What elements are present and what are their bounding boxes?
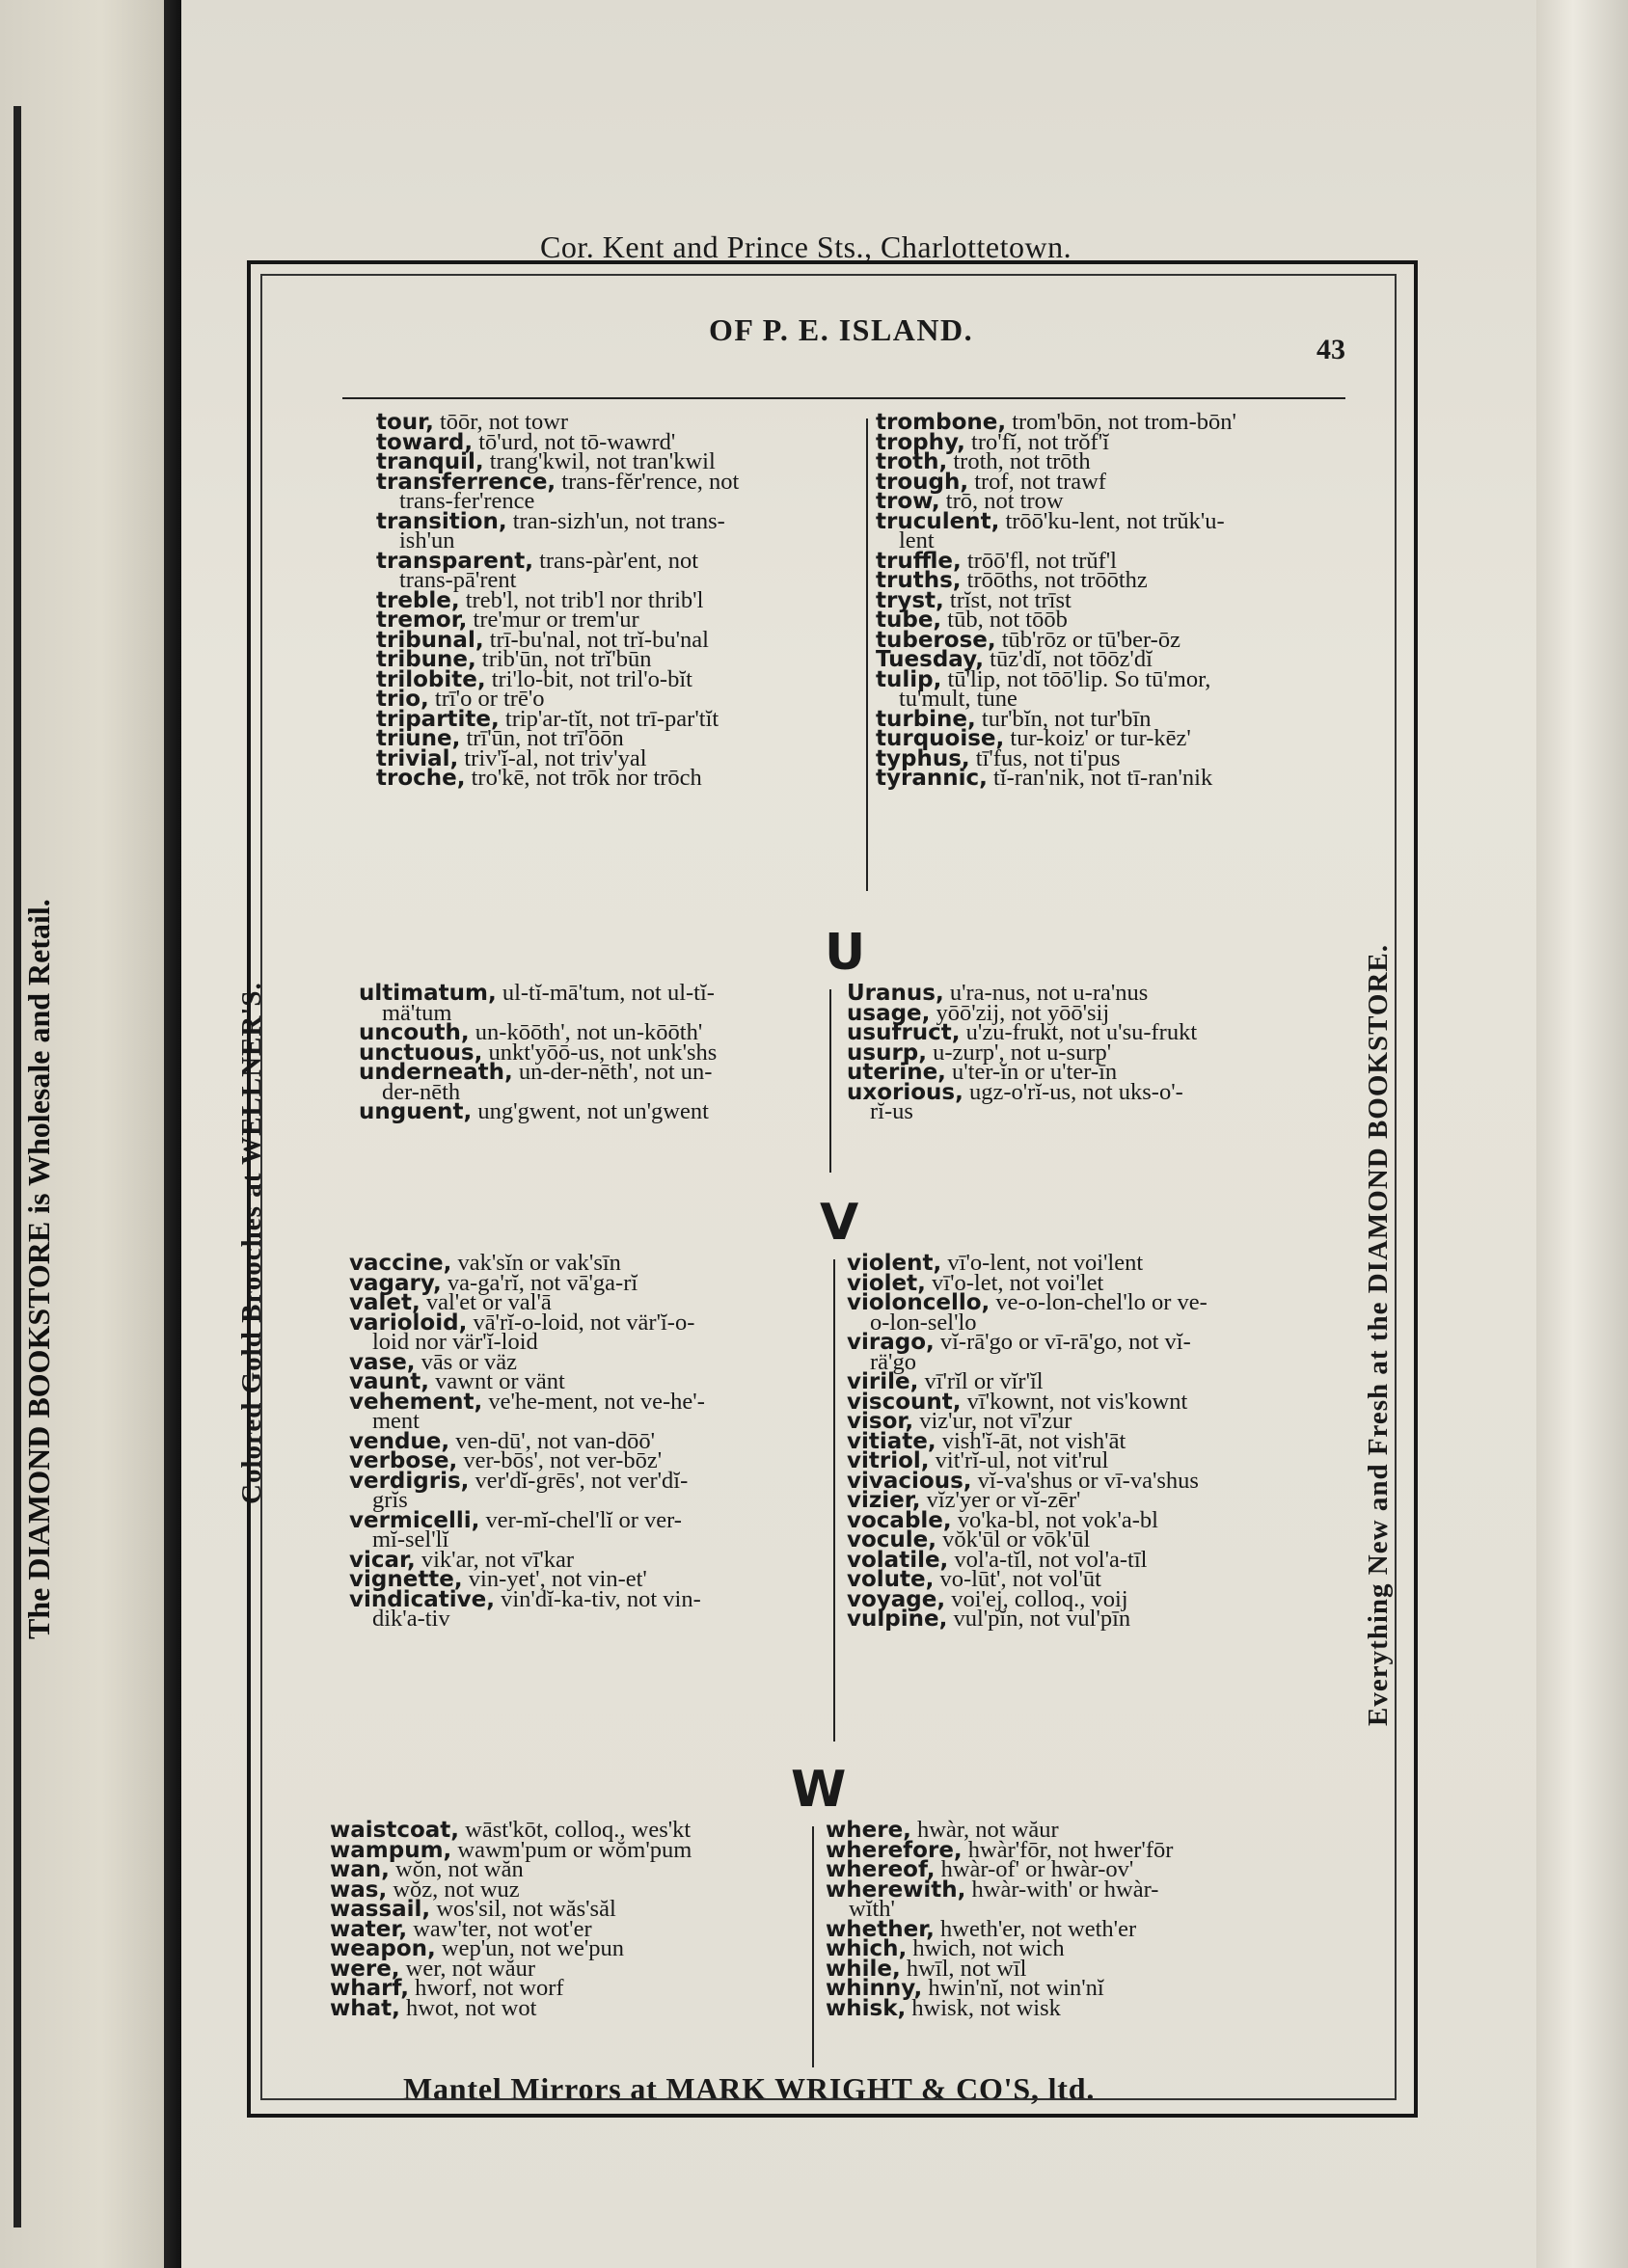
entry-pronunciation: u'zu-frukt, not u'su-frukt — [960, 1019, 1198, 1045]
dictionary-entry — [330, 1994, 692, 2021]
entry-headword: while, — [826, 1956, 901, 1982]
column-divider — [866, 418, 868, 891]
entry-pronunciation: vĭ-rā'go or vī-rā'go, not vĭ- — [934, 1329, 1191, 1355]
entry-pronunciation: hwisk, not wisk — [906, 1994, 1061, 2021]
entry-headword: voyage, — [847, 1586, 946, 1612]
entry-headword: tuberose, — [876, 627, 996, 653]
entry-headword: transferrence, — [376, 469, 556, 495]
entry-headword: tribune, — [376, 647, 476, 672]
entry-headword: trough, — [876, 469, 969, 495]
dictionary-entry — [876, 765, 1236, 791]
left-page-edge — [0, 0, 169, 2268]
dictionary-entry — [847, 1606, 1207, 1632]
entry-pronunciation: wŏn, not wăn — [389, 1856, 524, 1882]
entry-pronunciation: troth, not trōth — [947, 448, 1091, 474]
entry-pronunciation: hwot, not wot — [399, 1994, 537, 2021]
entry-headword: vehement, — [349, 1389, 483, 1415]
entry-headword: transparent, — [376, 548, 533, 574]
entry-pronunciation: wep'un, not we'pun — [435, 1935, 625, 1961]
entry-pronunciation: va-ga'rĭ, not vā'ga-rĭ — [441, 1269, 638, 1296]
entry-headword: violent, — [847, 1251, 942, 1276]
entry-pronunciation: tī'fus, not ti'pus — [969, 744, 1121, 771]
entry-headword: which, — [826, 1936, 908, 1961]
entry-pronunciation: ve-o-lon-chel'lo or ve- — [990, 1289, 1207, 1315]
entry-pronunciation: tur'bĭn, not tur'bīn — [975, 705, 1152, 732]
entry-headword: violet, — [847, 1270, 926, 1296]
section-t-right-column — [876, 409, 1236, 791]
entry-pronunciation: yōō'zij, not yōō'sij — [930, 999, 1110, 1026]
entry-continuation: tu'mult, tune — [899, 686, 1018, 712]
entry-headword: vulpine, — [847, 1606, 948, 1632]
entry-headword: volatile, — [847, 1547, 949, 1573]
entry-pronunciation: hwich, not wich — [907, 1935, 1065, 1961]
entry-headword: whereof, — [826, 1857, 936, 1882]
entry-headword: violoncello, — [847, 1290, 990, 1315]
entry-headword: where, — [826, 1818, 911, 1843]
entry-pronunciation: voi'ej, colloq., voij — [945, 1585, 1128, 1612]
entry-pronunciation: tur-koiz' or tur-kēz' — [1004, 725, 1191, 751]
entry-headword: usage, — [847, 1000, 931, 1026]
entry-pronunciation: wāst'kōt, colloq., wes'kt — [459, 1817, 692, 1843]
entry-headword: valet, — [349, 1290, 421, 1315]
entry-pronunciation: tre'mur or trem'ur — [467, 607, 639, 633]
section-v-left-column — [349, 1250, 705, 1632]
entry-headword: wharf, — [330, 1976, 409, 2001]
entry-pronunciation: hwàr-with' or hwàr- — [965, 1876, 1159, 1903]
entry-headword: wampum, — [330, 1837, 452, 1863]
entry-pronunciation: vawnt or vänt — [429, 1368, 565, 1394]
entry-pronunciation: viz'ur, not vī'zur — [913, 1408, 1072, 1434]
entry-pronunciation: ver'dĭ-grēs', not ver'dĭ- — [469, 1467, 689, 1494]
entry-headword: treble, — [376, 587, 460, 613]
entry-pronunciation: triv'ĭ-al, not triv'yal — [458, 744, 647, 771]
entry-pronunciation: trang'kwil, not tran'kwil — [483, 448, 716, 474]
header-rule — [342, 397, 1345, 399]
column-divider — [829, 989, 831, 1173]
entry-pronunciation: treb'l, not trib'l nor thrib'l — [459, 586, 704, 613]
dictionary-entry — [847, 1289, 1207, 1336]
entry-continuation: mĭ-sel'lĭ — [372, 1526, 449, 1552]
bottom-advert: Mantel Mirrors at MARK WRIGHT & CO'S, ltd. — [403, 2071, 1096, 2106]
running-header: OF P. E. ISLAND. — [709, 312, 974, 347]
entry-continuation: ish'un — [399, 527, 455, 554]
dictionary-entry — [359, 1059, 717, 1105]
entry-pronunciation: vī'o-let, not voi'let — [925, 1269, 1104, 1296]
entry-pronunciation: tūz'dĭ, not tōōz'dĭ — [984, 646, 1153, 672]
entry-pronunciation: wŏz, not wuz — [387, 1876, 520, 1903]
entry-pronunciation: hwin'nĭ, not win'nĭ — [922, 1975, 1104, 2001]
left-page-caption: The DIAMOND BOOKSTORE is Wholesale and Retail. — [21, 899, 56, 1639]
dictionary-entry — [376, 468, 740, 514]
entry-headword: triune, — [376, 726, 461, 751]
entry-headword: wan, — [330, 1857, 390, 1882]
entry-headword: what, — [330, 1995, 400, 2021]
entry-headword: trow, — [876, 489, 940, 514]
dictionary-entry — [349, 1506, 705, 1552]
entry-pronunciation: tū'lip, not tōō'lip. So tū'mor, — [941, 665, 1211, 692]
entry-continuation: trans-fer'rence — [399, 488, 535, 514]
entry-pronunciation: val'et or val'ā — [420, 1289, 552, 1315]
entry-headword: tour, — [376, 410, 434, 435]
entry-headword: vitriol, — [847, 1448, 930, 1473]
entry-pronunciation: ul-tĭ-mā'tum, not ul-tĭ- — [496, 980, 715, 1006]
entry-pronunciation: vol'a-tĭl, not vol'a-tīl — [948, 1546, 1148, 1573]
entry-pronunciation: vo-lūt', not vol'ūt — [934, 1566, 1101, 1592]
dictionary-entry — [359, 1098, 717, 1124]
entry-pronunciation: u'ter-ĭn or u'ter-īn — [945, 1059, 1118, 1085]
entry-pronunciation: tran-sizh'un, not trans- — [506, 507, 725, 534]
entry-headword: vagary, — [349, 1270, 442, 1296]
entry-pronunciation: vŏk'ūl or vōk'ūl — [936, 1526, 1091, 1552]
entry-pronunciation: ver-bōs', not ver-bōz' — [457, 1447, 663, 1473]
entry-pronunciation: vī'kownt, not vis'kownt — [961, 1388, 1188, 1415]
entry-headword: vaccine, — [349, 1251, 452, 1276]
entry-pronunciation: u-zurp', not u-surp' — [926, 1039, 1112, 1066]
left-page-rule — [14, 106, 21, 2228]
entry-pronunciation: trōōths, not trōōthz — [961, 567, 1148, 593]
entry-pronunciation: u'ra-nus, not u-ra'nus — [943, 980, 1149, 1006]
entry-pronunciation: tro'kē, not trōk nor trōch — [465, 765, 702, 791]
entry-continuation: loid nor vär'ĭ-loid — [372, 1329, 538, 1355]
entry-headword: vaunt, — [349, 1369, 429, 1394]
entry-pronunciation: trans-pàr'ent, not — [532, 547, 699, 574]
entry-headword: wherefore, — [826, 1837, 963, 1863]
entry-pronunciation: trib'ūn, not trĭ'būn — [475, 646, 652, 672]
entry-continuation: dik'a-tiv — [372, 1606, 450, 1632]
entry-continuation: lent — [899, 527, 935, 554]
entry-headword: weapon, — [330, 1936, 436, 1961]
entry-headword: wassail, — [330, 1897, 431, 1922]
entry-pronunciation: hworf, not worf — [408, 1975, 564, 2001]
dictionary-entry — [376, 765, 739, 791]
entry-headword: vocule, — [847, 1527, 937, 1552]
entry-headword: verdigris, — [349, 1468, 470, 1494]
entry-headword: vocable, — [847, 1507, 952, 1533]
entry-pronunciation: trōō'ku-lent, not trŭk'u- — [999, 507, 1225, 534]
entry-pronunciation: tro'fĭ, not trŏf'ĭ — [964, 428, 1109, 455]
entry-continuation: grĭs — [372, 1487, 408, 1513]
entry-continuation: rä'go — [870, 1348, 916, 1375]
section-v-right-column — [847, 1250, 1207, 1632]
section-letter-v: V — [820, 1194, 859, 1252]
entry-pronunciation: trip'ar-tĭt, not trī-par'tĭt — [499, 705, 719, 732]
entry-continuation: rĭ-us — [870, 1098, 913, 1124]
entry-headword: vindicative, — [349, 1586, 495, 1612]
entry-headword: troth, — [876, 449, 948, 474]
entry-pronunciation: tōōr, not towr — [433, 409, 569, 435]
entry-pronunciation: vĭ-va'shus or vī-va'shus — [971, 1467, 1199, 1494]
entry-headword: vitiate, — [847, 1428, 936, 1454]
entry-headword: whether, — [826, 1916, 935, 1942]
entry-headword: tyrannic, — [876, 766, 988, 791]
entry-pronunciation: trī'o or trē'o — [428, 686, 545, 712]
entry-pronunciation: ver-mĭ-chel'lĭ or ver- — [479, 1506, 682, 1533]
entry-headword: truffle, — [876, 548, 962, 574]
entry-pronunciation: tūb'rōz or tū'ber-ōz — [995, 626, 1180, 653]
entry-pronunciation: vo'ka-bl, not vok'a-bl — [951, 1506, 1158, 1533]
entry-pronunciation: hwàr'fōr, not hwer'fōr — [962, 1836, 1174, 1863]
entry-headword: verbose, — [349, 1448, 458, 1473]
dictionary-entry — [349, 1585, 705, 1632]
dictionary-entry — [349, 1388, 705, 1434]
entry-pronunciation: hweth'er, not weth'er — [934, 1915, 1137, 1942]
entry-headword: usufruct, — [847, 1020, 961, 1045]
entry-headword: vase, — [349, 1349, 416, 1375]
entry-pronunciation: vĭz'yer or vĭ-zēr' — [920, 1487, 1081, 1513]
entry-headword: troche, — [376, 766, 466, 791]
entry-continuation: mä'tum — [382, 999, 452, 1026]
entry-headword: tribunal, — [376, 627, 484, 653]
entry-pronunciation: ung'gwent, not un'gwent — [472, 1098, 709, 1124]
entry-pronunciation: waw'ter, not wot'er — [407, 1915, 592, 1942]
dictionary-entry — [349, 1467, 705, 1513]
book-gutter — [164, 0, 181, 2268]
dictionary-entry — [847, 1329, 1207, 1375]
section-u-left-column — [359, 980, 718, 1124]
dictionary-entry — [847, 1078, 1197, 1124]
entry-pronunciation: ven-dū', not van-dōō' — [449, 1427, 656, 1454]
entry-headword: toward, — [376, 429, 474, 455]
entry-pronunciation: vin'dĭ-ka-tiv, not vin- — [494, 1585, 701, 1612]
entry-pronunciation: vik'ar, not vī'kar — [415, 1546, 575, 1573]
entry-headword: was, — [330, 1876, 388, 1903]
entry-headword: trombone, — [876, 410, 1007, 435]
entry-pronunciation: trō, not trow — [939, 488, 1064, 514]
entry-headword: underneath, — [359, 1060, 513, 1085]
page-number: 43 — [1316, 334, 1345, 365]
entry-headword: whisk, — [826, 1995, 907, 2021]
entry-headword: whinny, — [826, 1976, 923, 2001]
entry-pronunciation: trī'ūn, not trī'ōōn — [460, 725, 624, 751]
entry-pronunciation: vin-yet', not vin-et' — [462, 1566, 647, 1592]
entry-headword: tryst, — [876, 587, 944, 613]
entry-headword: vizier, — [847, 1488, 921, 1513]
entry-headword: usurp, — [847, 1040, 927, 1066]
entry-headword: waistcoat, — [330, 1818, 460, 1843]
entry-headword: tremor, — [376, 608, 468, 633]
column-divider — [833, 1259, 835, 1742]
column-divider — [812, 1826, 814, 2067]
section-w-right-column — [826, 1817, 1174, 2021]
entry-headword: virile, — [847, 1369, 919, 1394]
entry-headword: turbine, — [876, 706, 976, 732]
entry-pronunciation: tri'lo-bit, not tril'o-bĭt — [485, 665, 692, 692]
entry-headword: vivacious, — [847, 1468, 972, 1494]
dictionary-entry — [876, 507, 1236, 554]
entry-headword: turquoise, — [876, 726, 1005, 751]
entry-continuation: der-nēth — [382, 1078, 461, 1105]
entry-pronunciation: tĭ-ran'nik, not tī-ran'nik — [987, 765, 1213, 791]
entry-continuation: o-lon-sel'lo — [870, 1309, 977, 1336]
dictionary-entry — [376, 507, 739, 554]
entry-headword: virago, — [847, 1330, 935, 1355]
entry-headword: vermicelli, — [349, 1507, 480, 1533]
entry-pronunciation: vish'ĭ-āt, not vish'āt — [936, 1427, 1126, 1454]
entry-pronunciation: trans-fĕr'rence, not — [556, 468, 740, 495]
entry-pronunciation: vās or väz — [415, 1348, 517, 1375]
entry-continuation: ment — [372, 1408, 420, 1434]
entry-headword: unctuous, — [359, 1040, 483, 1066]
entry-headword: Uranus, — [847, 981, 944, 1006]
entry-pronunciation: trof, not trawf — [968, 468, 1106, 495]
entry-continuation: wĭth' — [849, 1896, 895, 1922]
section-t-left-column — [376, 409, 740, 791]
dictionary-entry — [826, 1994, 1173, 2021]
entry-pronunciation: trōō'fl, not trŭf'l — [961, 547, 1117, 574]
entry-headword: tripartite, — [376, 706, 500, 732]
dictionary-entry — [359, 980, 717, 1026]
entry-pronunciation: unkt'yōō-us, not unk'shs — [482, 1039, 718, 1066]
entry-headword: were, — [330, 1956, 400, 1982]
entry-headword: trophy, — [876, 429, 965, 455]
dictionary-entry — [826, 1876, 1173, 1922]
entry-headword: water, — [330, 1916, 408, 1942]
entry-pronunciation: vā'rĭ-o-loid, not vär'ĭ-o- — [467, 1309, 695, 1336]
entry-pronunciation: tō'urd, not tō-wawrd' — [473, 428, 676, 455]
entry-continuation: trans-pā'rent — [399, 567, 517, 593]
entry-pronunciation: hwīl, not wīl — [900, 1955, 1027, 1982]
entry-pronunciation: vī'o-lent, not voi'lent — [941, 1250, 1144, 1276]
entry-headword: uxorious, — [847, 1079, 963, 1105]
entry-headword: ultimatum, — [359, 981, 497, 1006]
dictionary-entry — [876, 665, 1236, 712]
section-u-right-column — [847, 980, 1198, 1124]
entry-pronunciation: wer, not wăur — [399, 1955, 536, 1982]
entry-pronunciation: ugz-o'rĭ-us, not uks-o'- — [963, 1078, 1183, 1105]
entry-headword: transition, — [376, 508, 507, 534]
dictionary-entry — [376, 547, 739, 593]
entry-pronunciation: vul'pĭn, not vul'pīn — [947, 1606, 1131, 1632]
entry-headword: unguent, — [359, 1099, 473, 1124]
entry-pronunciation: trĭst, not trīst — [943, 586, 1072, 613]
entry-headword: volute, — [847, 1567, 935, 1592]
entry-pronunciation: un-der-nēth', not un- — [512, 1059, 713, 1085]
entry-pronunciation: tūb, not tōōb — [941, 607, 1068, 633]
entry-headword: vendue, — [349, 1428, 450, 1454]
top-advert: Cor. Kent and Prince Sts., Charlottetown. — [540, 230, 1072, 264]
entry-pronunciation: hwàr, not wăur — [910, 1817, 1059, 1843]
entry-headword: viscount, — [847, 1389, 962, 1415]
entry-pronunciation: vak'sĭn or vak'sīn — [451, 1250, 621, 1276]
entry-headword: Tuesday, — [876, 647, 985, 672]
entry-headword: trivial, — [376, 745, 459, 771]
entry-headword: trilobite, — [376, 666, 486, 692]
entry-headword: typhus, — [876, 745, 970, 771]
entry-pronunciation: vit'rĭ-ul, not vit'rul — [929, 1447, 1109, 1473]
dictionary-entry — [349, 1309, 705, 1355]
entry-headword: tulip, — [876, 666, 942, 692]
entry-pronunciation: trī-bu'nal, not trĭ-bu'nal — [483, 626, 709, 653]
entry-headword: tube, — [876, 608, 942, 633]
entry-headword: vignette, — [349, 1567, 463, 1592]
entry-headword: trio, — [376, 687, 429, 712]
entry-headword: uterine, — [847, 1060, 946, 1085]
entry-headword: truculent, — [876, 508, 1000, 534]
section-letter-w: W — [791, 1761, 847, 1819]
entry-headword: truths, — [876, 568, 962, 593]
entry-headword: varioloid, — [349, 1310, 468, 1336]
section-w-left-column — [330, 1817, 692, 2021]
entry-headword: uncouth, — [359, 1020, 470, 1045]
entry-pronunciation: vī'rĭl or vĭr'ĭl — [918, 1368, 1044, 1394]
entry-pronunciation: ve'he-ment, not ve-he'- — [482, 1388, 705, 1415]
entry-headword: tranquil, — [376, 449, 484, 474]
entry-pronunciation: un-kōōth', not un-kōōth' — [469, 1019, 703, 1045]
entry-pronunciation: hwàr-of' or hwàr-ov' — [935, 1856, 1134, 1882]
entry-pronunciation: trom'bōn, not trom-bōn' — [1006, 409, 1236, 435]
entry-headword: visor, — [847, 1409, 914, 1434]
right-page-edges — [1536, 0, 1628, 2268]
entry-pronunciation: wawm'pum or wŏm'pum — [451, 1836, 692, 1863]
entry-headword: vicar, — [349, 1547, 416, 1573]
entry-pronunciation: wos'sil, not wăs'săl — [430, 1896, 616, 1922]
section-letter-u: U — [825, 924, 866, 982]
entry-headword: wherewith, — [826, 1876, 966, 1903]
